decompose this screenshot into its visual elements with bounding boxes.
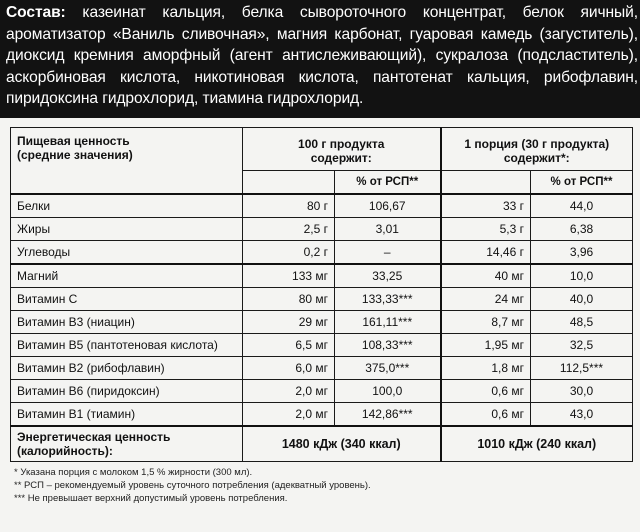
portion-value: 1,8 мг <box>441 357 531 380</box>
table-row <box>11 357 633 380</box>
nutrient-name: Витамин В1 (тиамин) <box>11 403 243 427</box>
per100-pct: 3,01 <box>335 218 441 241</box>
portion-value-subheader <box>441 171 531 195</box>
table-row <box>11 241 633 265</box>
per100-value: 6,0 мг <box>243 357 335 380</box>
portion-pct: 112,5*** <box>531 357 633 380</box>
composition-body: казеинат кальция, белка сывороточного концентрат, белок яичный, ароматизатор «Ваниль сливочная», магния карбонат, гуаровая камедь (загуститель), диоксид кремния аморфный (агент антислеживающий), сукралоза (подсластитель), аскорбиновая кислота, никотиновая кислота, пантотенат кальция, рибофлавин, пиридоксина гидрохлорид, тиамина гидрохлорид. <box>6 4 638 107</box>
portion-value: 8,7 мг <box>441 311 531 334</box>
name-column-header: Пищевая ценность (средние значения) <box>11 128 243 195</box>
per100-pct: 100,0 <box>335 380 441 403</box>
portion-pct: 3,96 <box>531 241 633 265</box>
portion-value: 0,6 мг <box>441 380 531 403</box>
portion-pct: 32,5 <box>531 334 633 357</box>
per100-pct-header: % от РСП** <box>335 171 441 195</box>
table-row <box>11 311 633 334</box>
portion-pct: 40,0 <box>531 288 633 311</box>
per100-value: 6,5 мг <box>243 334 335 357</box>
portion-pct: 43,0 <box>531 403 633 427</box>
per100-pct: 161,11*** <box>335 311 441 334</box>
table-row <box>11 264 633 288</box>
per100-value: 133 мг <box>243 264 335 288</box>
per100-header: 100 г продукта содержит: <box>243 128 441 171</box>
nutrient-name: Жиры <box>11 218 243 241</box>
portion-value: 1,95 мг <box>441 334 531 357</box>
nutrition-table <box>10 127 633 462</box>
portion-pct: 44,0 <box>531 194 633 218</box>
portion-value: 24 мг <box>441 288 531 311</box>
table-row <box>11 334 633 357</box>
per100-value: 2,5 г <box>243 218 335 241</box>
energy-per-portion: 1010 кДж (240 ккал) <box>441 426 633 462</box>
portion-pct: 6,38 <box>531 218 633 241</box>
table-row <box>11 403 633 427</box>
nutrient-name: Витамин С <box>11 288 243 311</box>
table-row <box>11 218 633 241</box>
footnotes <box>14 466 614 505</box>
footnote-upper-limit: *** Не превышает верхний допустимый уровень потребления. <box>14 493 288 504</box>
per100-value: 80 мг <box>243 288 335 311</box>
table-row <box>11 380 633 403</box>
nutrient-name: Витамин В5 (пантотеновая кислота) <box>11 334 243 357</box>
portion-value: 40 мг <box>441 264 531 288</box>
nutrient-name: Витамин В2 (рибофлавин) <box>11 357 243 380</box>
energy-per100: 1480 кДж (340 ккал) <box>243 426 441 462</box>
footnote-rsp: ** РСП – рекомендуемый уровень суточного потребления (адекватный уровень). <box>14 480 371 491</box>
per100-pct: 33,25 <box>335 264 441 288</box>
per100-value: 29 мг <box>243 311 335 334</box>
portion-value: 5,3 г <box>441 218 531 241</box>
portion-pct-header: % от РСП** <box>531 171 633 195</box>
portion-pct: 10,0 <box>531 264 633 288</box>
per-portion-header: 1 порция (30 г продукта) содержит*: <box>441 128 633 171</box>
table-row <box>11 288 633 311</box>
nutrient-name: Магний <box>11 264 243 288</box>
table-row <box>11 194 633 218</box>
portion-value: 33 г <box>441 194 531 218</box>
per100-pct: 142,86*** <box>335 403 441 427</box>
per100-pct: 108,33*** <box>335 334 441 357</box>
nutrient-name: Белки <box>11 194 243 218</box>
nutrient-name: Углеводы <box>11 241 243 265</box>
per100-pct: 133,33*** <box>335 288 441 311</box>
per100-pct: 106,67 <box>335 194 441 218</box>
composition-label: Состав: <box>6 4 66 21</box>
portion-pct: 48,5 <box>531 311 633 334</box>
per100-value: 2,0 мг <box>243 403 335 427</box>
portion-value: 14,46 г <box>441 241 531 265</box>
per100-pct: – <box>335 241 441 265</box>
composition-text <box>6 2 638 110</box>
nutrient-name: Витамин В3 (ниацин) <box>11 311 243 334</box>
footnote-portion: * Указана порция с молоком 1,5 % жирности (300 мл). <box>14 467 253 478</box>
per100-pct: 375,0*** <box>335 357 441 380</box>
per100-value: 2,0 мг <box>243 380 335 403</box>
portion-pct: 30,0 <box>531 380 633 403</box>
per100-value: 80 г <box>243 194 335 218</box>
portion-value: 0,6 мг <box>441 403 531 427</box>
per100-value: 0,2 г <box>243 241 335 265</box>
nutrient-name: Витамин В6 (пиридоксин) <box>11 380 243 403</box>
per100-value-subheader <box>243 171 335 195</box>
energy-label: Энергетическая ценность (калорийность): <box>11 426 243 462</box>
